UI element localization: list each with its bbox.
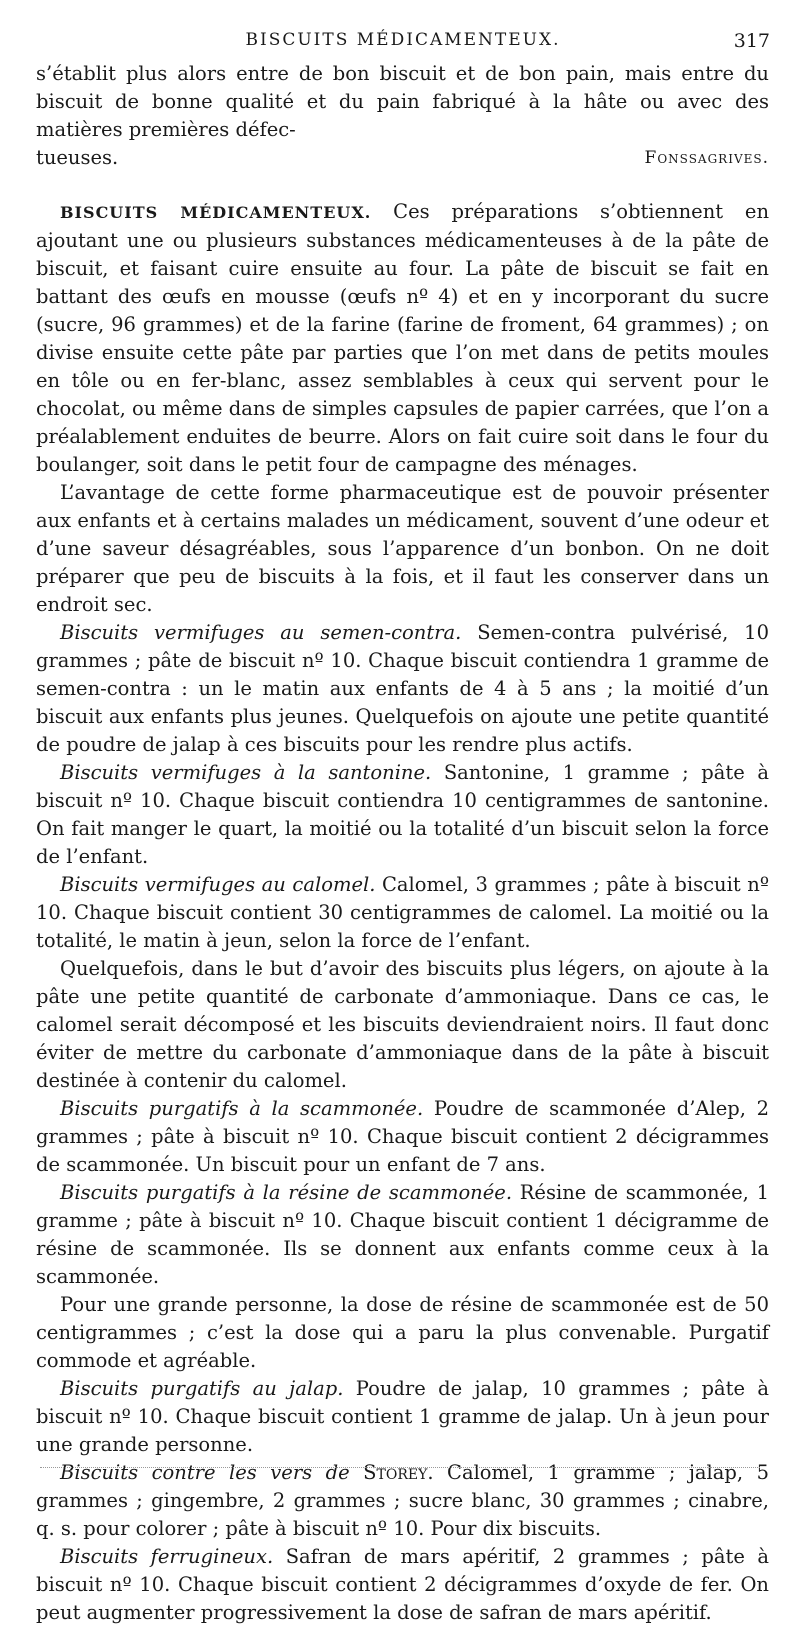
page-number: 317 — [733, 30, 770, 52]
recipe-title: Biscuits vermifuges à la santonine. — [60, 761, 432, 784]
recipe-text: Résine de scammonée, 1 gramme ; pâte à biscuit nº 10. Chaque biscuit contient 1 décigramme de résine de scammonée. Ils se donnent aux enfants comme ceux à la scammonée. — [36, 1181, 770, 1288]
recipe-paragraph — [36, 1375, 769, 1459]
recipe-text: Safran de mars apéritif, 2 grammes ; pâte à biscuit nº 10. Chaque biscuit contient 2 décigrammes d’oxyde de fer. On peut augmenter progressivement la dose de safran de mars apéritif. — [36, 1545, 769, 1624]
recipe-paragraph — [36, 1179, 769, 1291]
recipe-paragraph — [36, 1543, 769, 1627]
pour-paragraph: Pour une grande personne, la dose de résine de scammonée est de 50 centigrammes ; c’est la dose qui a paru la plus convenable. Purgatif commode et agréable. — [36, 1293, 769, 1372]
recipe-text: Poudre de scammonée d’Alep, 2 grammes ; pâte à biscuit nº 10. Chaque biscuit contient 2 décigrammes de scammonée. Un biscuit pour un enfant de 7 ans. — [36, 1097, 770, 1176]
entry-text: Ces préparations s’obtiennent en ajoutant une ou plusieurs substances médicamenteuses à de la pâte de biscuit, et faisant cuire ensuite au four. La pâte de biscuit se fait en battant des œufs en mousse (œufs nº 4) et en y incorporant du sucre (sucre, 96 grammes) et de la farine (farine de froment, 64 grammes) ; on divise ensuite cette pâte par parties que l’on met dans de petits moules en tôle ou en fer-blanc, assez semblables à ceux qui servent pour le chocolat, ou même dans de simples capsules de papier carrées, que l’on a préalablement enduites de beurre. Alors on fait cuire soit dans le four du boulanger, soit dans le petit four de campagne des ménages. — [36, 200, 770, 476]
recipe-title: Biscuits ferrugineux. — [60, 1545, 274, 1568]
recipe-text: Santonine, 1 gramme ; pâte à biscuit nº 10. Chaque biscuit contiendra 10 centigrammes de santonine. On fait manger le quart, la moitié ou la totalité d’un biscuit selon la force de l’enfant. — [36, 761, 769, 868]
main-text — [36, 60, 769, 1627]
entry-paragraph — [36, 198, 769, 479]
quelquefois-paragraph: Quelquefois, dans le but d’avoir des biscuits plus légers, on ajoute à la pâte une petite quantité de carbonate d’ammoniaque. Dans ce cas, le calomel serait décomposé et les biscuits deviendraient noirs. Il faut donc éviter de mettre du carbonate d’ammoniaque dans de la pâte à biscuit destinée à contenir du calomel. — [36, 957, 769, 1092]
recipe-title: Biscuits vermifuges au calomel. — [60, 873, 376, 896]
bottom-rule — [40, 1467, 760, 1468]
recipe-title: Biscuits contre les vers de — [60, 1461, 364, 1484]
running-header — [36, 30, 770, 56]
recipe-paragraph — [36, 1095, 769, 1179]
recipe-text: Calomel, 1 gramme ; jalap, 5 grammes ; gingembre, 2 grammes ; sucre blanc, 30 grammes ; cinabre, q. s. pour colorer ; pâte à biscuit nº 10. Pour dix biscuits. — [36, 1461, 769, 1540]
recipe-title: Biscuits purgatifs à la scammonée. — [60, 1097, 424, 1120]
running-title: BISCUITS MÉDICAMENTEUX. — [245, 30, 561, 50]
recipe-title: Biscuits vermifuges au semen-contra. — [60, 621, 462, 644]
recipe-text: Poudre de jalap, 10 grammes ; pâte à biscuit nº 10. Chaque biscuit contient 1 gramme de jalap. Un à jeun pour une grande personne. — [36, 1377, 769, 1456]
continuation-paragraph — [36, 60, 769, 144]
recipe-paragraph — [36, 1459, 769, 1543]
recipe-author: Storey. — [363, 1461, 434, 1484]
continuation-end: tueuses. — [36, 146, 119, 169]
recipe-paragraph — [36, 759, 769, 871]
entry-headword: BISCUITS MÉDICAMENTEUX. — [60, 203, 372, 222]
signature-line — [36, 144, 769, 172]
recipe-text: Semen-contra pulvérisé, 10 grammes ; pâte de biscuit nº 10. Chaque biscuit contiendra 1 gramme de semen-contra : un le matin aux enfants de 4 à 5 ans ; la moitié d’un biscuit aux enfants plus jeunes. Quelquefois on ajoute une petite quantité de poudre de jalap à ces biscuits pour les rendre plus actifs. — [36, 621, 769, 756]
avantage-paragraph: L’avantage de cette forme pharmaceutique est de pouvoir présenter aux enfants et à certains malades un médicament, souvent d’une odeur et d’une saveur désagréables, sous l’apparence d’un bonbon. On ne doit préparer que peu de biscuits à la fois, et il faut les conserver dans un endroit sec. — [36, 481, 769, 616]
recipe-paragraph — [36, 619, 769, 759]
recipe-title: Biscuits purgatifs à la résine de scammonée. — [60, 1181, 513, 1204]
section-gap — [36, 172, 769, 198]
recipe-title: Biscuits purgatifs au jalap. — [60, 1377, 344, 1400]
continuation-text: s’établit plus alors entre de bon biscuit et de bon pain, mais entre du biscuit de bonne qualité et du pain fabriqué à la hâte ou avec des matières premières défec- — [36, 62, 769, 141]
recipe-paragraph — [36, 871, 769, 955]
author-signature: Fonssagrives. — [644, 148, 769, 168]
recipe-text: Calomel, 3 grammes ; pâte à biscuit nº 10. Chaque biscuit contient 30 centigrammes de calomel. La moitié ou la totalité, le matin à jeun, selon la force de l’enfant. — [36, 873, 769, 952]
